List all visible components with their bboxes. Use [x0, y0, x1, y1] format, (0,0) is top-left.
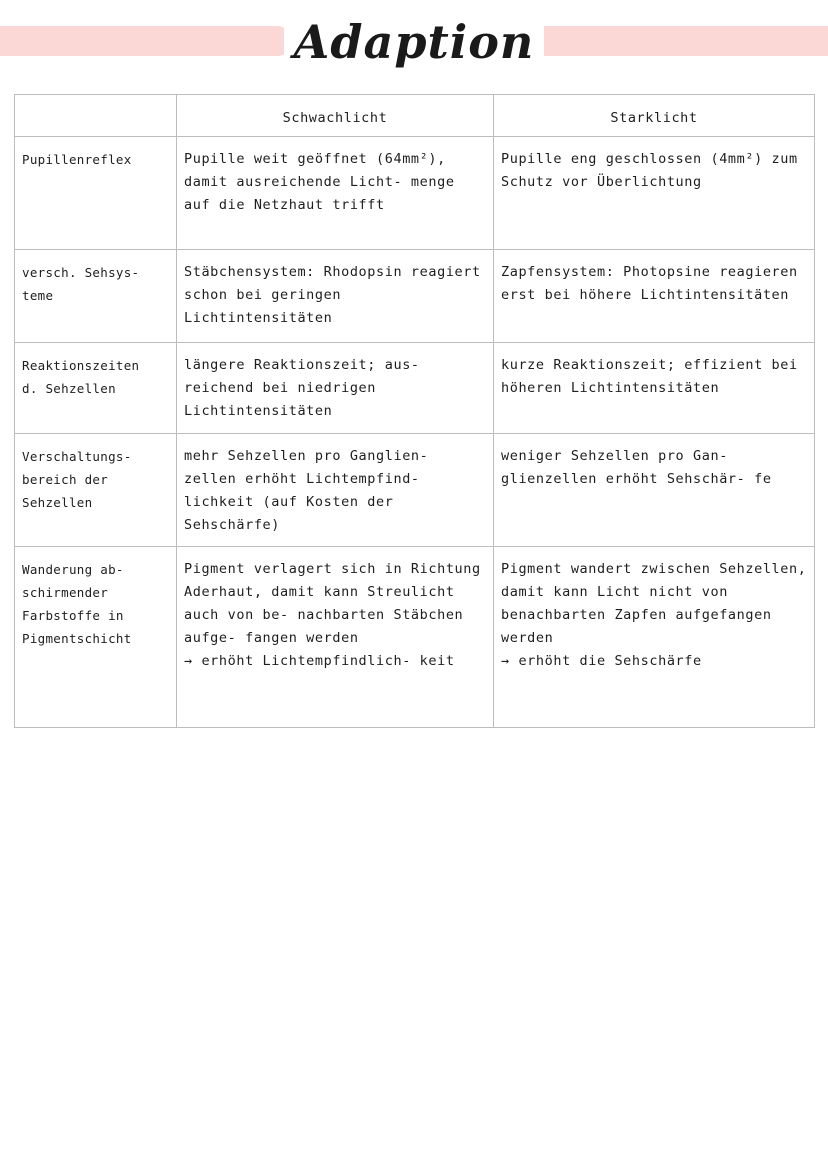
row-label-cell: versch. Sehsys- teme: [15, 250, 177, 343]
table-row: [15, 137, 815, 250]
schwachlicht-cell: längere Reaktionszeit; aus- reichend bei niedrigen Lichtintensitäten: [177, 343, 494, 434]
row-label-cell: Pupillenreflex: [15, 137, 177, 250]
schwachlicht-cell: Stäbchensystem: Rhodopsin reagiert schon bei geringen Lichtintensitäten: [177, 250, 494, 343]
starklicht-cell: Pigment wandert zwischen Sehzellen, damit kann Licht nicht von benachbarten Zapfen aufgefangen werden → erhöht die Sehschärfe: [494, 547, 815, 728]
table-row: [15, 434, 815, 547]
starklicht-cell: Zapfensystem: Photopsine reagieren erst bei höhere Lichtintensitäten: [494, 250, 815, 343]
header-cell-empty: [15, 95, 177, 137]
starklicht-cell: weniger Sehzellen pro Gan- glienzellen erhöht Sehschär- fe: [494, 434, 815, 547]
schwachlicht-cell: Pupille weit geöffnet (64mm²), damit ausreichende Licht- menge auf die Netzhaut trifft: [177, 137, 494, 250]
header-cell-schwachlicht: Schwachlicht: [177, 95, 494, 137]
page-title-text: Adaption: [284, 15, 545, 69]
row-label-cell: Reaktionszeiten d. Sehzellen: [15, 343, 177, 434]
starklicht-cell: Pupille eng geschlossen (4mm²) zum Schutz vor Überlichtung: [494, 137, 815, 250]
table-row: [15, 343, 815, 434]
page-title: [0, 6, 828, 78]
table-row: [15, 547, 815, 728]
schwachlicht-cell: Pigment verlagert sich in Richtung Aderhaut, damit kann Streulicht auch von be- nachbarten Stäbchen aufge- fangen werden → erhöht Lichtempfindlich- keit: [177, 547, 494, 728]
header-cell-starklicht: Starklicht: [494, 95, 815, 137]
table-row: [15, 250, 815, 343]
adaption-table: [14, 94, 815, 728]
starklicht-cell: kurze Reaktionszeit; effizient bei höheren Lichtintensitäten: [494, 343, 815, 434]
row-label-cell: Wanderung ab- schirmender Farbstoffe in Pigmentschicht: [15, 547, 177, 728]
header-row: [15, 95, 815, 137]
row-label-cell: Verschaltungs- bereich der Sehzellen: [15, 434, 177, 547]
schwachlicht-cell: mehr Sehzellen pro Ganglien- zellen erhöht Lichtempfind- lichkeit (auf Kosten der Sehschärfe): [177, 434, 494, 547]
